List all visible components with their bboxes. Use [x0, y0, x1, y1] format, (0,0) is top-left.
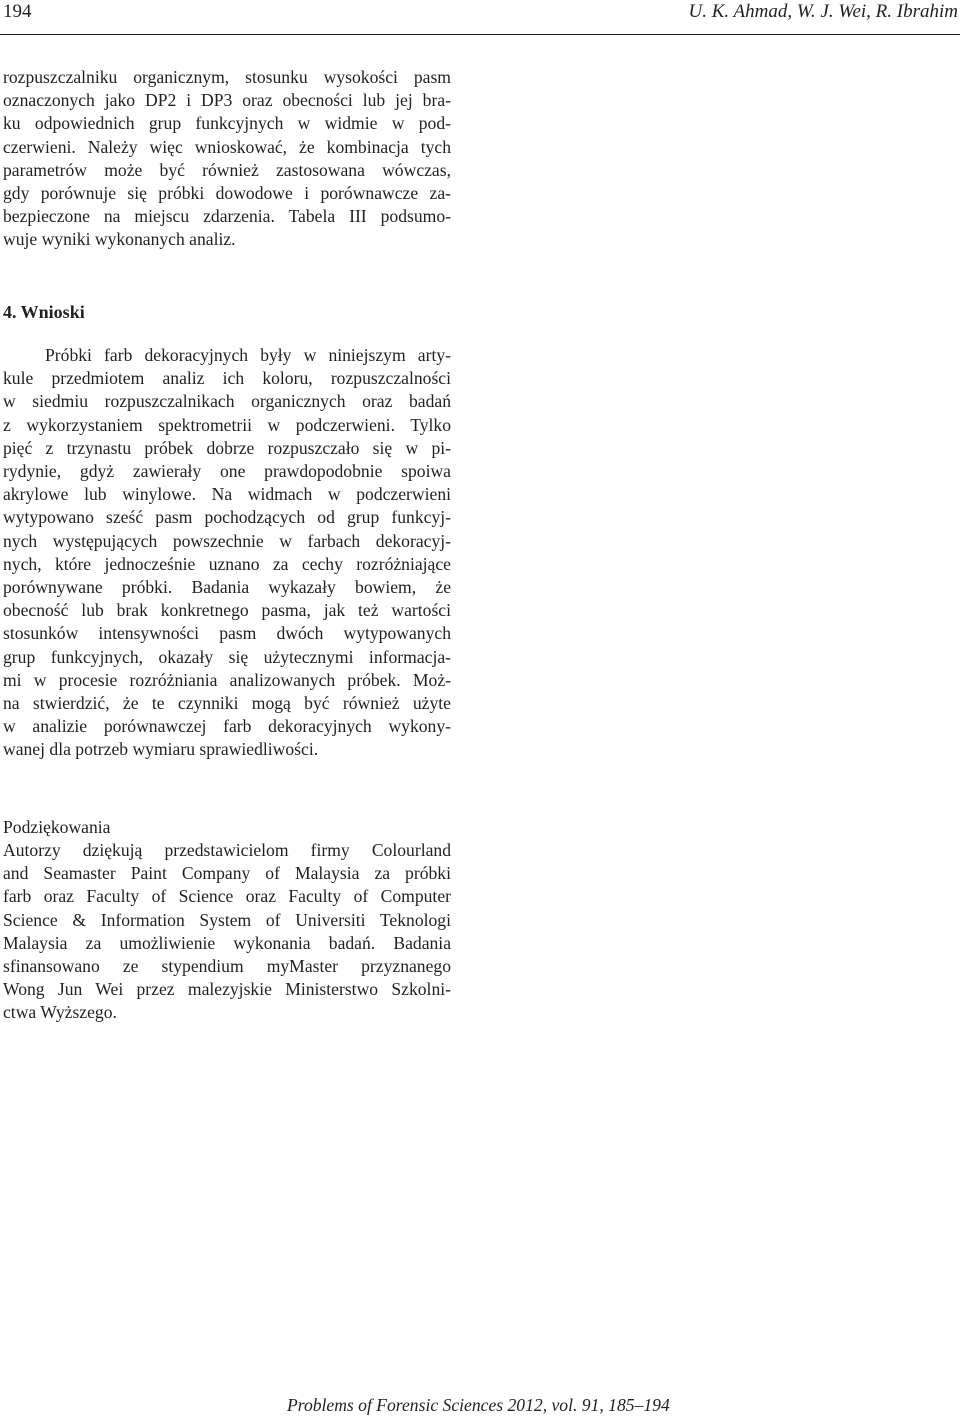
running-head-authors: U. K. Ahmad, W. J. Wei, R. Ibrahim: [688, 1, 958, 22]
text-line: nych, które jednocześnie uznano za cechy rozróżniające: [3, 553, 451, 574]
text-line: w siedmiu rozpuszczalnikach organicznych oraz badań: [3, 391, 451, 412]
text-line: pięć z trzynastu próbek dobrze rozpuszczało się w pi-: [3, 437, 451, 458]
journal-footer: Problems of Forensic Sciences 2012, vol. 91, 185–194: [287, 1395, 670, 1415]
text-line: gdy porównuje się próbki dowodowe i porównawcze za-: [3, 183, 451, 204]
text-line: ku odpowiednich grup funkcyjnych w widmie w pod-: [3, 113, 451, 134]
text-line: w analizie porównawczej farb dekoracyjnych wykony-: [3, 716, 451, 737]
text-line: wytypowano sześć pasm pochodzących od grup funkcyj-: [3, 507, 451, 528]
text-line: Próbki farb dekoracyjnych były w niniejszym arty-: [45, 345, 451, 365]
conclusions-paragraph: [3, 344, 451, 762]
text-line: na stwierdzić, że te czynniki mogą być również użyte: [3, 693, 451, 714]
section-heading: 4. Wnioski: [3, 302, 85, 322]
text-line: wanej dla potrzeb wymiaru sprawiedliwości.: [3, 739, 319, 760]
text-line: porównywane próbki. Badania wykazały bowiem, że: [3, 577, 451, 598]
text-line: sfinansowano ze stypendium myMaster przyznanego: [3, 956, 451, 977]
text-line: z wykorzystaniem spektrometrii w podczerwieni. Tylko: [3, 414, 451, 435]
intro-paragraph: [3, 66, 451, 252]
text-line: and Seamaster Paint Company of Malaysia za próbki: [3, 863, 451, 884]
page-number: 194: [3, 1, 32, 22]
text-line: farb oraz Faculty of Science oraz Faculty of Computer: [3, 886, 451, 907]
text-line: Science & Information System of Universiti Teknologi: [3, 909, 451, 930]
text-line: obecność lub brak konkretnego pasma, jak też wartości: [3, 600, 451, 621]
text-line: Wong Jun Wei przez malezyjskie Ministerstwo Szkolni-: [3, 979, 451, 1000]
text-line: bezpieczone na miejscu zdarzenia. Tabela III podsumo-: [3, 206, 451, 227]
text-line: stosunków intensywności pasm dwóch wytypowanych: [3, 623, 451, 644]
text-line: Malaysia za umożliwienie wykonania badań. Badania: [3, 932, 451, 953]
text-line: nych występujących powszechnie w farbach dekoracyj-: [3, 530, 451, 551]
text-line: czerwieni. Należy więc wnioskować, że kombinacja tych: [3, 136, 451, 157]
text-line: rydynie, gdyż zawierały one prawdopodobnie spoiwa: [3, 461, 451, 482]
text-line: ctwa Wyższego.: [3, 1002, 117, 1023]
text-line: grup funkcyjnych, okazały się użytecznymi informacja-: [3, 646, 451, 667]
text-line: mi w procesie rozróżniania analizowanych próbek. Moż-: [3, 669, 451, 690]
text-line: wuje wyniki wykonanych analiz.: [3, 229, 236, 250]
text-line: kule przedmiotem analiz ich koloru, rozpuszczalności: [3, 368, 451, 389]
acknowledgements-paragraph: [3, 839, 451, 1025]
text-line: Autorzy dziękują przedstawicielom firmy Colourland: [3, 840, 451, 860]
text-line: rozpuszczalniku organicznym, stosunku wysokości pasm: [3, 67, 451, 87]
text-line: akrylowe lub winylowe. Na widmach w podczerwieni: [3, 484, 451, 505]
text-line: parametrów może być również zastosowana wówczas,: [3, 159, 451, 180]
text-line: oznaczonych jako DP2 i DP3 oraz obecności lub jej bra-: [3, 90, 451, 111]
running-head: [0, 0, 960, 35]
acknowledgements-title: Podziękowania: [3, 817, 111, 837]
